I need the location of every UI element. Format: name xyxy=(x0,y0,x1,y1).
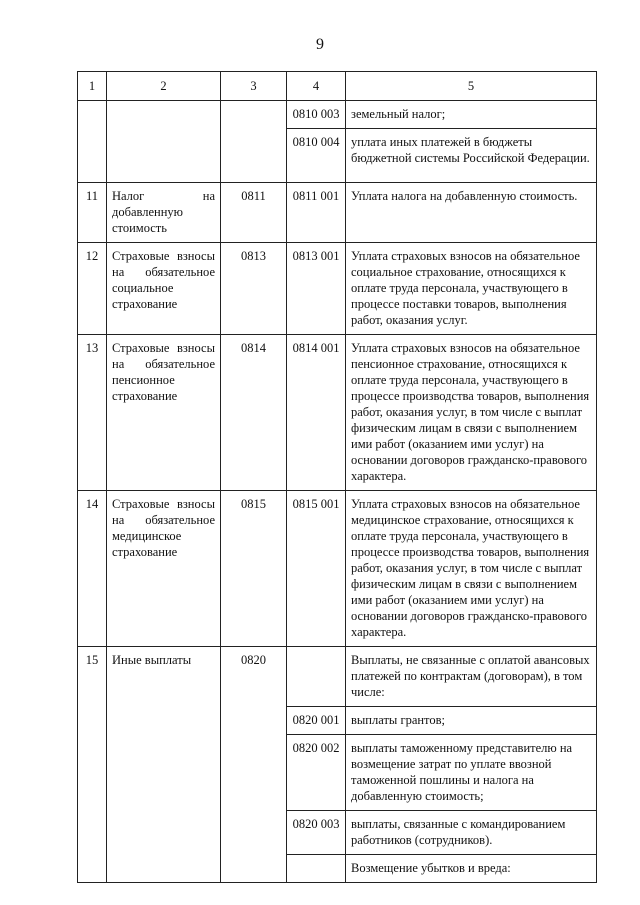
page-number: 9 xyxy=(316,36,324,53)
header-col-2: 2 xyxy=(107,72,221,101)
row-name-cell: Иные выплаты xyxy=(107,647,221,883)
row-code4-cell: 0820 003 xyxy=(287,811,346,855)
row-code4-cell: 0813 001 xyxy=(287,243,346,335)
row-description-cell: Уплата страховых взносов на обязательное социальное страхование, относящихся к оплате труда персонала, участвующего в процессе поставки товаров, выполнения работ, оказания услуг. xyxy=(346,243,597,335)
row-description-cell: Уплата страховых взносов на обязательное медицинское страхование, относящихся к оплате труда персонала, участвующего в процессе производства товаров, выполнения работ, оказания услуг, в том числе с выплат физическим лицам в связи с выполнением ими работ (оказанием ими услуг) на основании договоров гражданско-правового характера. xyxy=(346,491,597,647)
row-code3-cell: 0814 xyxy=(221,335,287,491)
header-col-3: 3 xyxy=(221,72,287,101)
row-code4-cell xyxy=(287,855,346,883)
row-name-cell: Страховые взносы на обязательное социальное страхование xyxy=(107,243,221,335)
row-number-cell: 14 xyxy=(78,491,107,647)
table-header-row xyxy=(78,72,597,101)
row-code3-cell: 0815 xyxy=(221,491,287,647)
row-code4-cell: 0820 002 xyxy=(287,735,346,811)
row-description-cell: выплаты, связанные с командированием работников (сотрудников). xyxy=(346,811,597,855)
row-name-cell xyxy=(107,101,221,183)
header-col-4: 4 xyxy=(287,72,346,101)
row-number-cell: 11 xyxy=(78,183,107,243)
classification-table xyxy=(77,71,597,883)
row-number-cell: 12 xyxy=(78,243,107,335)
row-code4-cell: 0810 003 xyxy=(287,101,346,129)
row-code4-cell: 0815 001 xyxy=(287,491,346,647)
row-description-cell: выплаты грантов; xyxy=(346,707,597,735)
row-number-cell: 15 xyxy=(78,647,107,883)
row-code4-cell xyxy=(287,647,346,707)
row-code3-cell: 0813 xyxy=(221,243,287,335)
row-name-cell: Налог на добавленную стоимость xyxy=(107,183,221,243)
row-name-cell: Страховые взносы на обязательное пенсионное страхование xyxy=(107,335,221,491)
row-number-cell xyxy=(78,101,107,183)
row-code3-cell xyxy=(221,101,287,183)
row-code3-cell: 0811 xyxy=(221,183,287,243)
row-code4-cell: 0814 001 xyxy=(287,335,346,491)
row-name-cell: Страховые взносы на обязательное медицинское страхование xyxy=(107,491,221,647)
row-code4-cell: 0810 004 xyxy=(287,129,346,183)
row-description-cell: уплата иных платежей в бюджеты бюджетной системы Российской Федерации. xyxy=(346,129,597,183)
table-row xyxy=(78,101,597,129)
table-row xyxy=(78,243,597,335)
row-code3-cell: 0820 xyxy=(221,647,287,883)
row-number-cell: 13 xyxy=(78,335,107,491)
header-col-5: 5 xyxy=(346,72,597,101)
row-code4-cell: 0811 001 xyxy=(287,183,346,243)
row-description-cell: Уплата страховых взносов на обязательное пенсионное страхование, относящихся к оплате труда персонала, участвующего в процессе производства товаров, выполнения работ, оказания услуг, в том числе с выплат физическим лицам в связи с выполнением ими работ (оказанием ими услуг) на основании договоров гражданско-правового характера. xyxy=(346,335,597,491)
row-description-cell: Возмещение убытков и вреда: xyxy=(346,855,597,883)
table-row xyxy=(78,183,597,243)
row-description-cell: Уплата налога на добавленную стоимость. xyxy=(346,183,597,243)
row-description-cell: Выплаты, не связанные с оплатой авансовых платежей по контрактам (договорам), в том числе: xyxy=(346,647,597,707)
table-row xyxy=(78,491,597,647)
row-code4-cell: 0820 001 xyxy=(287,707,346,735)
row-description-cell: выплаты таможенному представителю на возмещение затрат по уплате ввозной таможенной пошлины и налога на добавленную стоимость; xyxy=(346,735,597,811)
header-col-1: 1 xyxy=(78,72,107,101)
table-row xyxy=(78,335,597,491)
table-row xyxy=(78,647,597,707)
row-description-cell: земельный налог; xyxy=(346,101,597,129)
